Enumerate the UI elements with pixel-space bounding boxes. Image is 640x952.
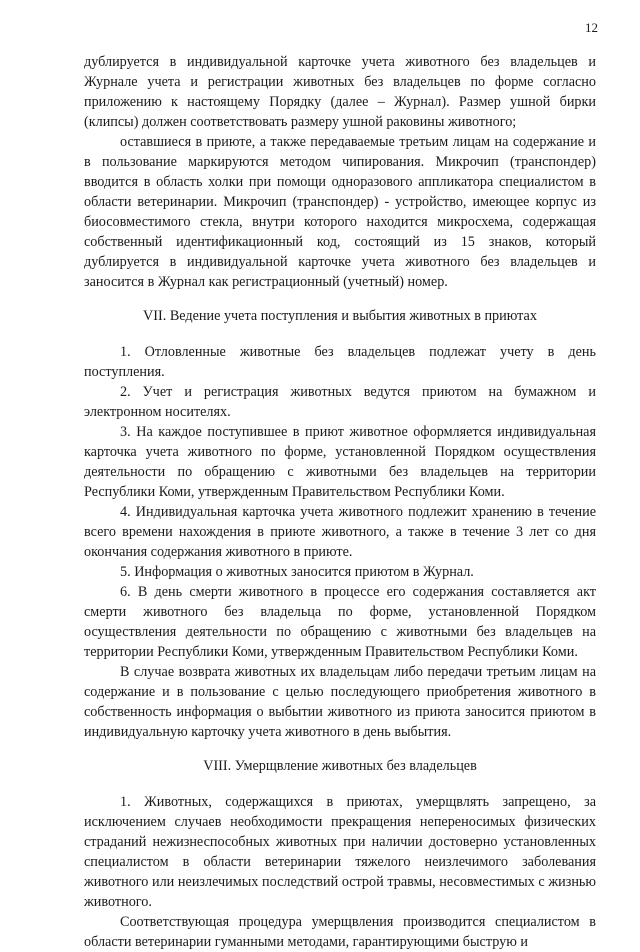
section-7-heading: VII. Ведение учета поступления и выбытия животных в приютах bbox=[143, 308, 537, 324]
section-7-item-5: 5. Информация о животных заносится приютом в Журнал. bbox=[120, 564, 474, 580]
section-8-heading: VIII. Умерщвление животных без владельцев bbox=[203, 758, 477, 774]
page-number: 12 bbox=[585, 20, 598, 35]
section-7-item-4: 4. Индивидуальная карточка учета животного подлежит хранению в течение всего времени нахождения в приюте животного, а также в течение 3 лет со дня окончания содержания животного в приюте. bbox=[84, 504, 596, 560]
section-7-item-1: 1. Отловленные животные без владельцев подлежат учету в день поступления. bbox=[84, 344, 596, 380]
intro-paragraph-2: оставшиеся в приюте, а также передаваемые третьим лицам на содержание и в пользование маркируются методом чипирования. Микрочип (транспондер) вводится в область холки при помощи одноразового аппликатора специалистом в области ветеринарии. Микрочип (транспондер) - устройство, имеющее корпус из биосовместимого стекла, внутри которого находится микросхема, содержащая собственный идентификационный код, состоящий из 15 знаков, который дублируется в индивидуальной карточке учета животного без владельцев и заносится в Журнал как регистрационный (учетный) номер. bbox=[84, 134, 596, 290]
section-8-item-1: 1. Животных, содержащихся в приютах, умерщвлять запрещено, за исключением случаев необходимости прекращения непереносимых физических страданий нежизнеспособных животных при наличии достоверно установленных специалистом в области ветеринарии тяжелого неизлечимого заболевания животного или неизлечимых последствий острой травмы, несовместимых с жизнью животного. bbox=[84, 794, 596, 910]
document-body bbox=[84, 52, 596, 952]
section-8-paragraph-procedure: Соответствующая процедура умерщвления производится специалистом в области ветеринарии гуманными методами, гарантирующими быструю и bbox=[84, 914, 596, 950]
section-7-paragraph-return: В случае возврата животных их владельцам либо передачи третьим лицам на содержание и в пользование с целью последующего приобретения животного в собственность информация о выбытии животного из приюта заносится приютом в индивидуальную карточку учета животного в день выбытия. bbox=[84, 664, 596, 740]
section-7-item-6: 6. В день смерти животного в процессе его содержания составляется акт смерти животного без владельца по форме, установленной Порядком осуществления деятельности по обращению с животными без владельцев на территории Республики Коми, утвержденным Правительством Республики Коми. bbox=[84, 584, 596, 660]
intro-paragraph-1: дублируется в индивидуальной карточке учета животного без владельцев и Журнале учета и регистрации животных без владельцев по форме согласно приложению к настоящему Порядку (далее – Журнал). Размер ушной бирки (клипсы) должен соответствовать размеру ушной раковины животного; bbox=[84, 54, 596, 130]
section-7-item-3: 3. На каждое поступившее в приют животное оформляется индивидуальная карточка учета животного по форме, установленной Порядком осуществления деятельности по обращению с животными без владельцев на территории Республики Коми, утвержденным Правительством Республики Коми. bbox=[84, 424, 596, 500]
section-7-item-2: 2. Учет и регистрация животных ведутся приютом на бумажном и электронном носителях. bbox=[84, 384, 596, 420]
